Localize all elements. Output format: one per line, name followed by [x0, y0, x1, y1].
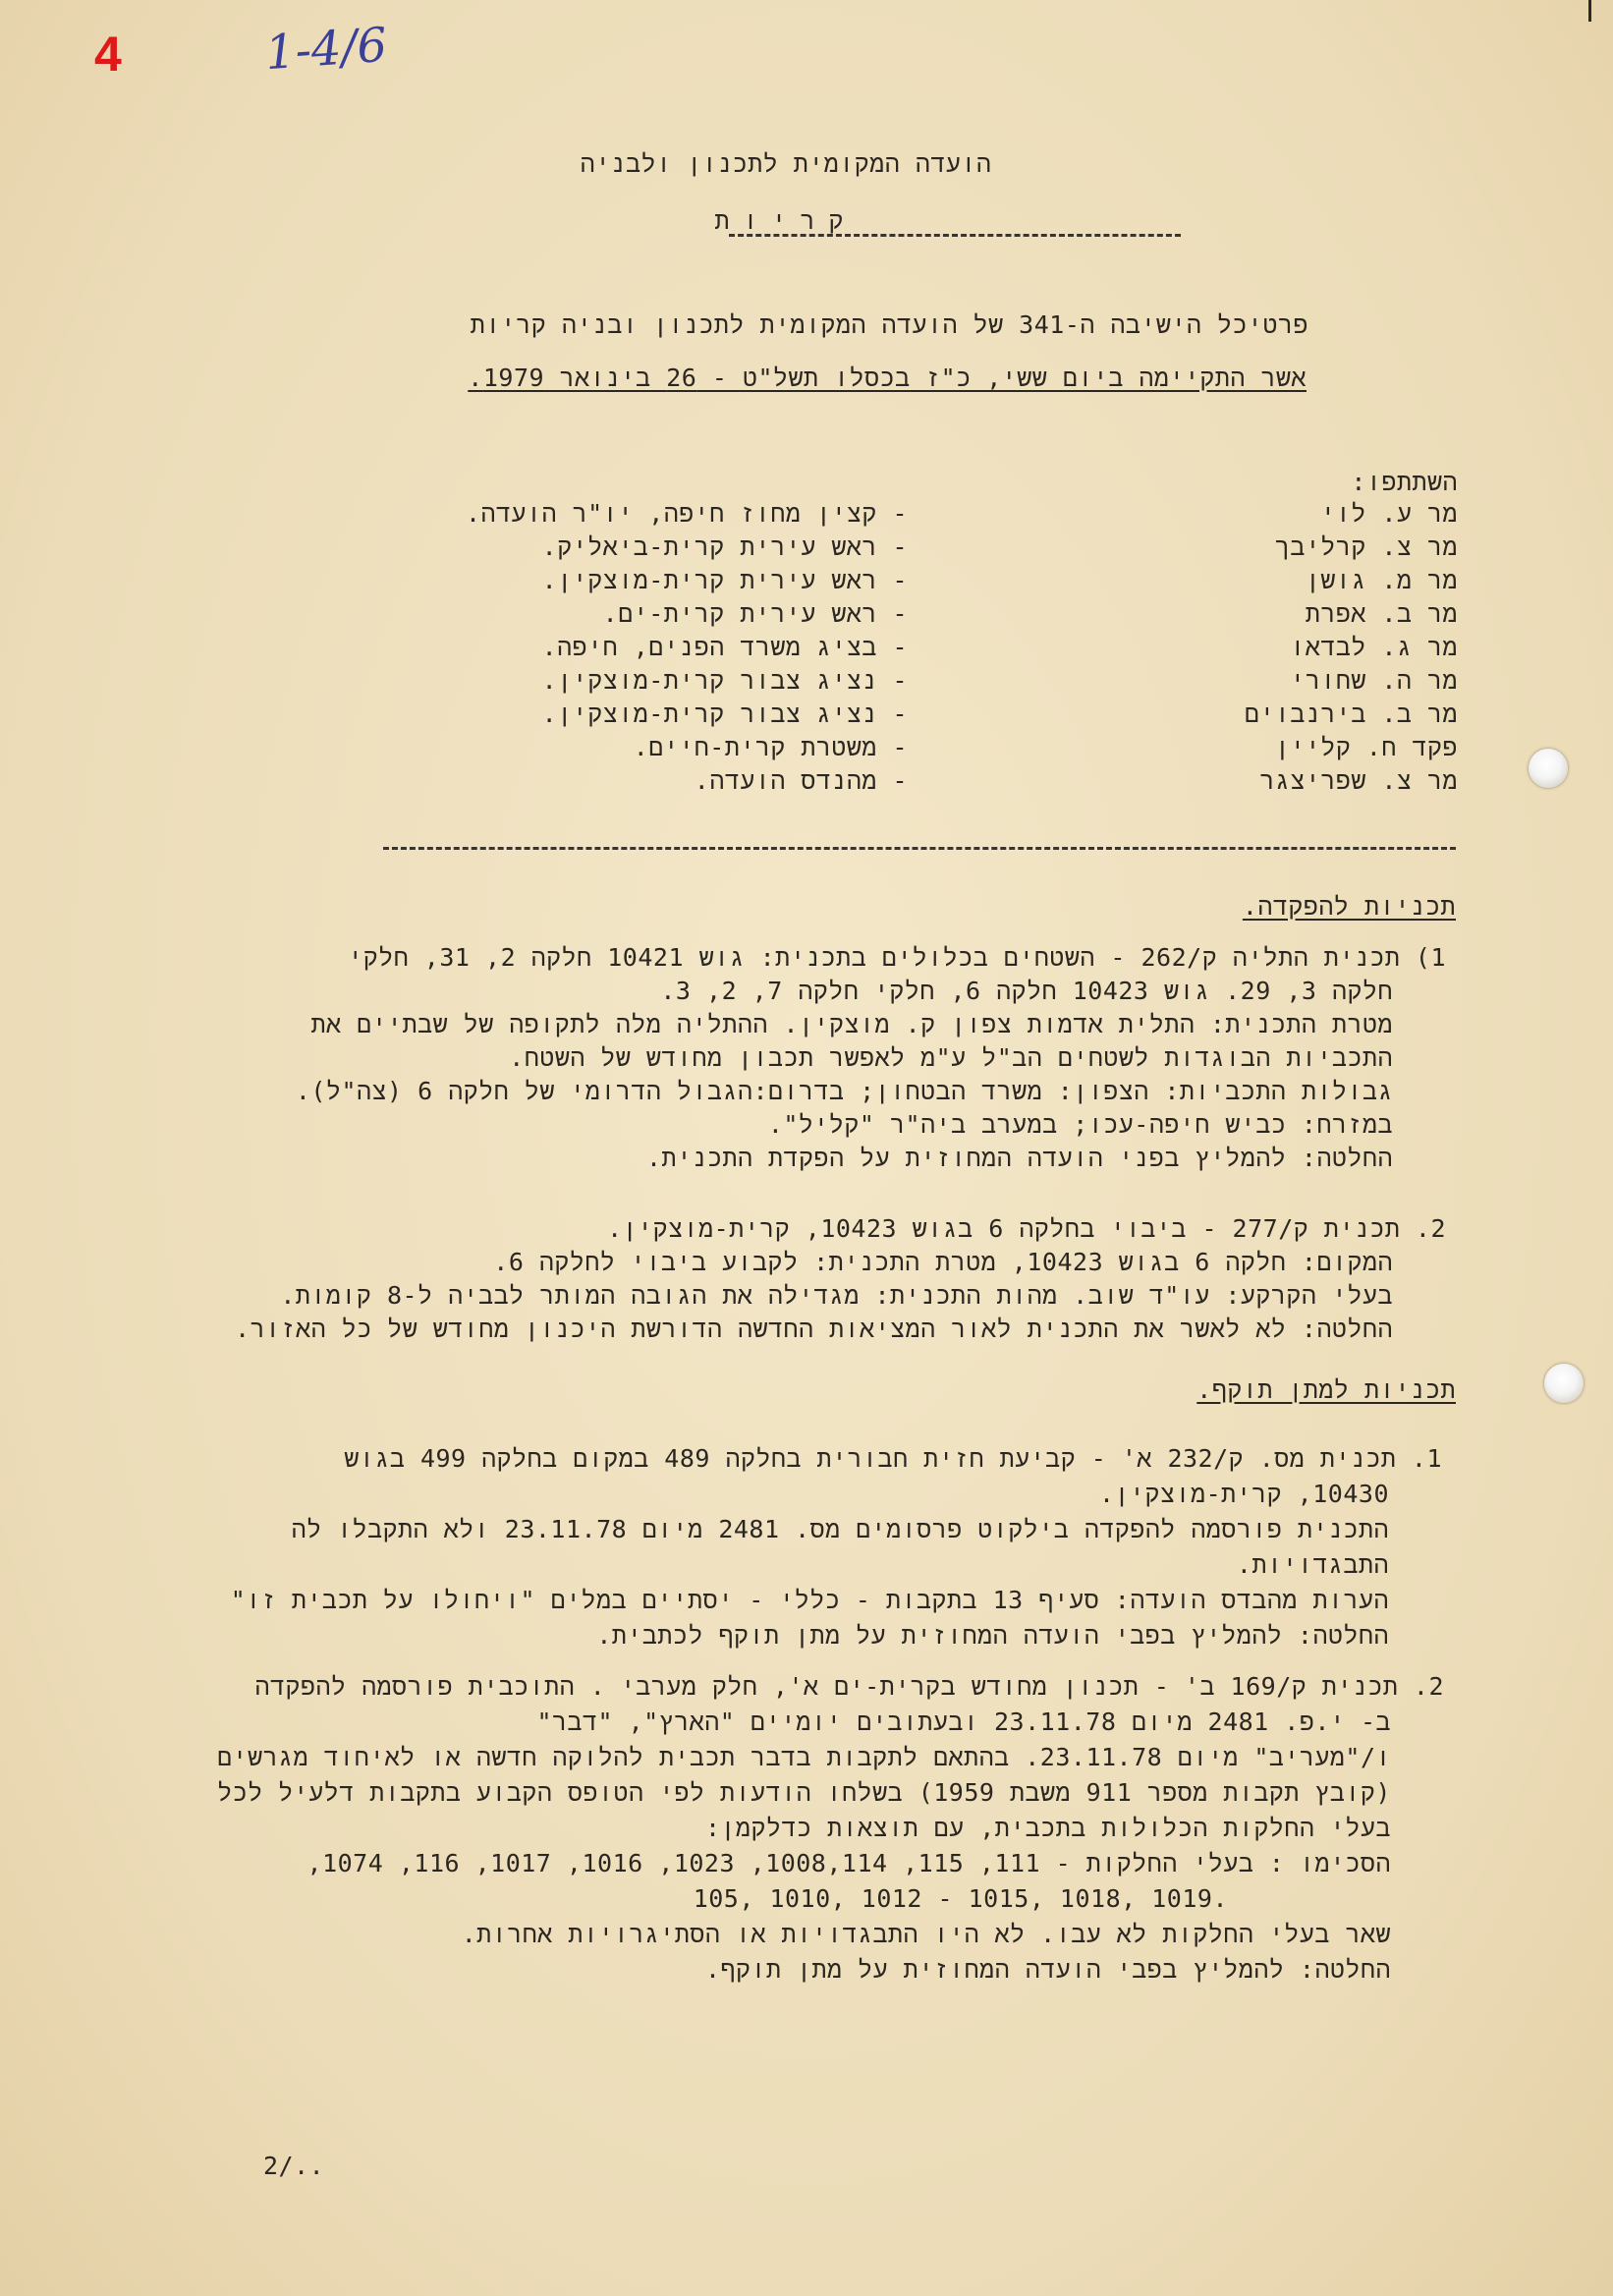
handwritten-reference: 1-4/6: [263, 17, 389, 82]
participant-role: - נציג צבור קרית-מוצקין.: [541, 700, 908, 728]
committee-heading: הועדה המקומית לתכנון ולבניה: [580, 149, 992, 178]
item-line: המקום: חלקה 6 בגוש 10423, מטרת התכנית: לקבוע ביבוי לחלקה 6.: [493, 1248, 1393, 1276]
participant-name: מר ג. לבדאו: [1290, 633, 1458, 661]
item-line: (קובץ תקבות מספר 911 משבת 1959) בשלחו הודעות לפי הטופס הקבוע בתקבות דלעיל לכל: [217, 1778, 1391, 1807]
participant-name: מר ה. שחורי: [1290, 666, 1458, 695]
item-line: ב- י.פ. 2481 מיום 23.11.78 ובעתובים יומיים "הארץ", "דבר": [536, 1708, 1391, 1736]
item-line: 10430, קרית-מוצקין.: [1099, 1480, 1389, 1508]
item-line: הסכימו : בעלי החלקות - 111, 115, 1008,114, 1023, 1016, 1017, 116, 1074,: [306, 1849, 1391, 1877]
heading-underline: [729, 234, 1181, 237]
item-line: התכנית פורסמה להפקדה בילקוט פרסומים מס. 2481 מיום 23.11.78 ולא התקבלו לה: [291, 1515, 1389, 1543]
item-line: התבגדויות.: [1236, 1550, 1389, 1579]
participants-title: השתתפו:: [1351, 468, 1458, 496]
participant-row: [181, 700, 1458, 733]
item-line: גבולות התכביות: הצפון: משרד הבטחון; בדרום:הגבול הדרומי של חלקה 6 (צה"ל).: [295, 1077, 1393, 1105]
plan-item-232a: [67, 1444, 1442, 1656]
participant-role: - משטרת קרית-חיים.: [633, 733, 908, 761]
participant-row: [181, 633, 1458, 666]
item-line: 2. תכנית ק/169 ב' - תכנון מחודש בקרית-ים א', חלק מערבי . התוכבית פורסמה להפקדה: [254, 1672, 1444, 1701]
punch-hole: [1529, 749, 1568, 788]
protocol-line-1: פרטיכל הישיבה ה-341 של הועדה המקומית לתכנון ובניה קריות: [470, 310, 1308, 339]
participant-row: [181, 532, 1458, 566]
decision-line: החלטה: לא לאשר את התכנית לאור המציאות החדשה הדורשת היכנון מחודש של כל האזור.: [235, 1315, 1393, 1343]
page-number-stamp: 4: [94, 27, 122, 82]
participant-role: - ראש עירית קרית-ים.: [602, 599, 908, 628]
page-continuation: 2/..: [263, 2152, 325, 2180]
item-line: 2. תכנית ק/277 - ביבוי בחלקה 6 בגוש 10423, קרית-מוצקין.: [607, 1214, 1446, 1243]
item-line: חלקה 3, 29. גוש 10423 חלקה 6, חלקי חלקה 7, 2, 3.: [660, 977, 1393, 1005]
plan-item-169b: [49, 1672, 1444, 1990]
section-title-validity: תכניות למתן תוקף.: [1196, 1375, 1456, 1404]
item-line: התכביות הבוגדות לשטחים הב"ל ע"מ לאפשר תכבון מחודש של השטח.: [509, 1043, 1393, 1072]
item-line: הערות מהבדס הועדה: סעיף 13 בתקבות - כללי - יסתיים במלים "ויחולו על תכבית זו": [230, 1586, 1389, 1614]
participant-name: מר צ. קרליבך: [1274, 532, 1458, 561]
participant-name: מר צ. שפריצגר: [1259, 766, 1458, 795]
edge-tick-mark: [1588, 0, 1591, 22]
participant-row: [181, 599, 1458, 633]
participant-row: [181, 499, 1458, 532]
plan-item-277: [71, 1214, 1446, 1348]
item-line: ו/"מעריב" מיום 23.11.78. בהתאם לתקבות בדבר תכבית להלוקה חדשה או לאיחוד מגרשים: [217, 1743, 1391, 1771]
plan-item-262: [71, 943, 1446, 1177]
participant-name: מר מ. גושן: [1305, 566, 1458, 594]
section-separator: [383, 847, 1456, 850]
participant-name: מר ב. אפרת: [1305, 599, 1458, 628]
participant-role: - מהנדס הועדה.: [694, 766, 908, 795]
item-line: בעלי הקרקע: עו"ד שוב. מהות התכנית: מגדילה את הגובה המותר לבביה ל-8 קומות.: [280, 1281, 1393, 1310]
participant-role: - ראש עירית קרית-מוצקין.: [541, 566, 908, 594]
item-line: 1. תכנית מס. ק/232 א' - קביעת חזית חבורית בחלקה 489 במקום בחלקה 499 בגוש: [344, 1444, 1442, 1473]
item-line: בעלי החלקות הכלולות בתכבית, עם תוצאות כדלקמן:: [704, 1814, 1391, 1842]
participant-row: [181, 766, 1458, 800]
participant-name: מר ב. בירנבוים: [1244, 700, 1458, 728]
location-heading: קריות: [714, 206, 858, 235]
decision-line: החלטה: להמליץ בפני הועדה המחוזית על הפקדת התכנית.: [645, 1144, 1393, 1172]
participant-role: - בציג משרד הפנים, חיפה.: [541, 633, 908, 661]
participant-name: פקד ח. קליין: [1274, 733, 1458, 761]
participant-row: [181, 733, 1458, 766]
participant-role: - ראש עירית קרית-ביאליק.: [541, 532, 908, 561]
item-line: שאר בעלי החלקות לא עבו. לא היו התבגדויות או הסתיגרויות אחרות.: [461, 1920, 1391, 1948]
item-line: 105, 1010, 1012 - 1015, 1018, 1019.: [693, 1884, 1228, 1913]
decision-line: החלטה: להמליץ בפבי הועדה המחוזית על מתן תוקף.: [704, 1955, 1391, 1984]
participant-role: - נציג צבור קרית-מוצקין.: [541, 666, 908, 695]
decision-line: החלטה: להמליץ בפבי הועדה המחוזית על מתן תוקף לכתבית.: [596, 1621, 1389, 1650]
participant-row: [181, 666, 1458, 700]
item-line: במזרח: כביש חיפה-עכו; במערב ביה"ר "קליל".: [767, 1110, 1393, 1139]
participant-role: - קצין מחוז חיפה, יו"ר הועדה.: [465, 499, 908, 528]
item-line: 1) תכנית התליה ק/262 - השטחים בכלולים בתכנית: גוש 10421 חלקה 2, 31, חלקי: [348, 943, 1446, 972]
participants-list: [181, 499, 1458, 800]
participant-name: מר ע. לוי: [1320, 499, 1458, 528]
protocol-line-2: אשר התקיימה ביום ששי, כ"ז בכסלו תשל"ט - 26 בינואר 1979.: [468, 364, 1307, 392]
punch-hole: [1544, 1364, 1584, 1403]
item-line: מטרת התכנית: התלית אדמות צפון ק. מוצקין. ההתליה מלה לתקופה של שבתיים את: [310, 1010, 1393, 1038]
participant-row: [181, 566, 1458, 599]
section-title-deposit: תכניות להפקדה.: [1242, 892, 1456, 921]
